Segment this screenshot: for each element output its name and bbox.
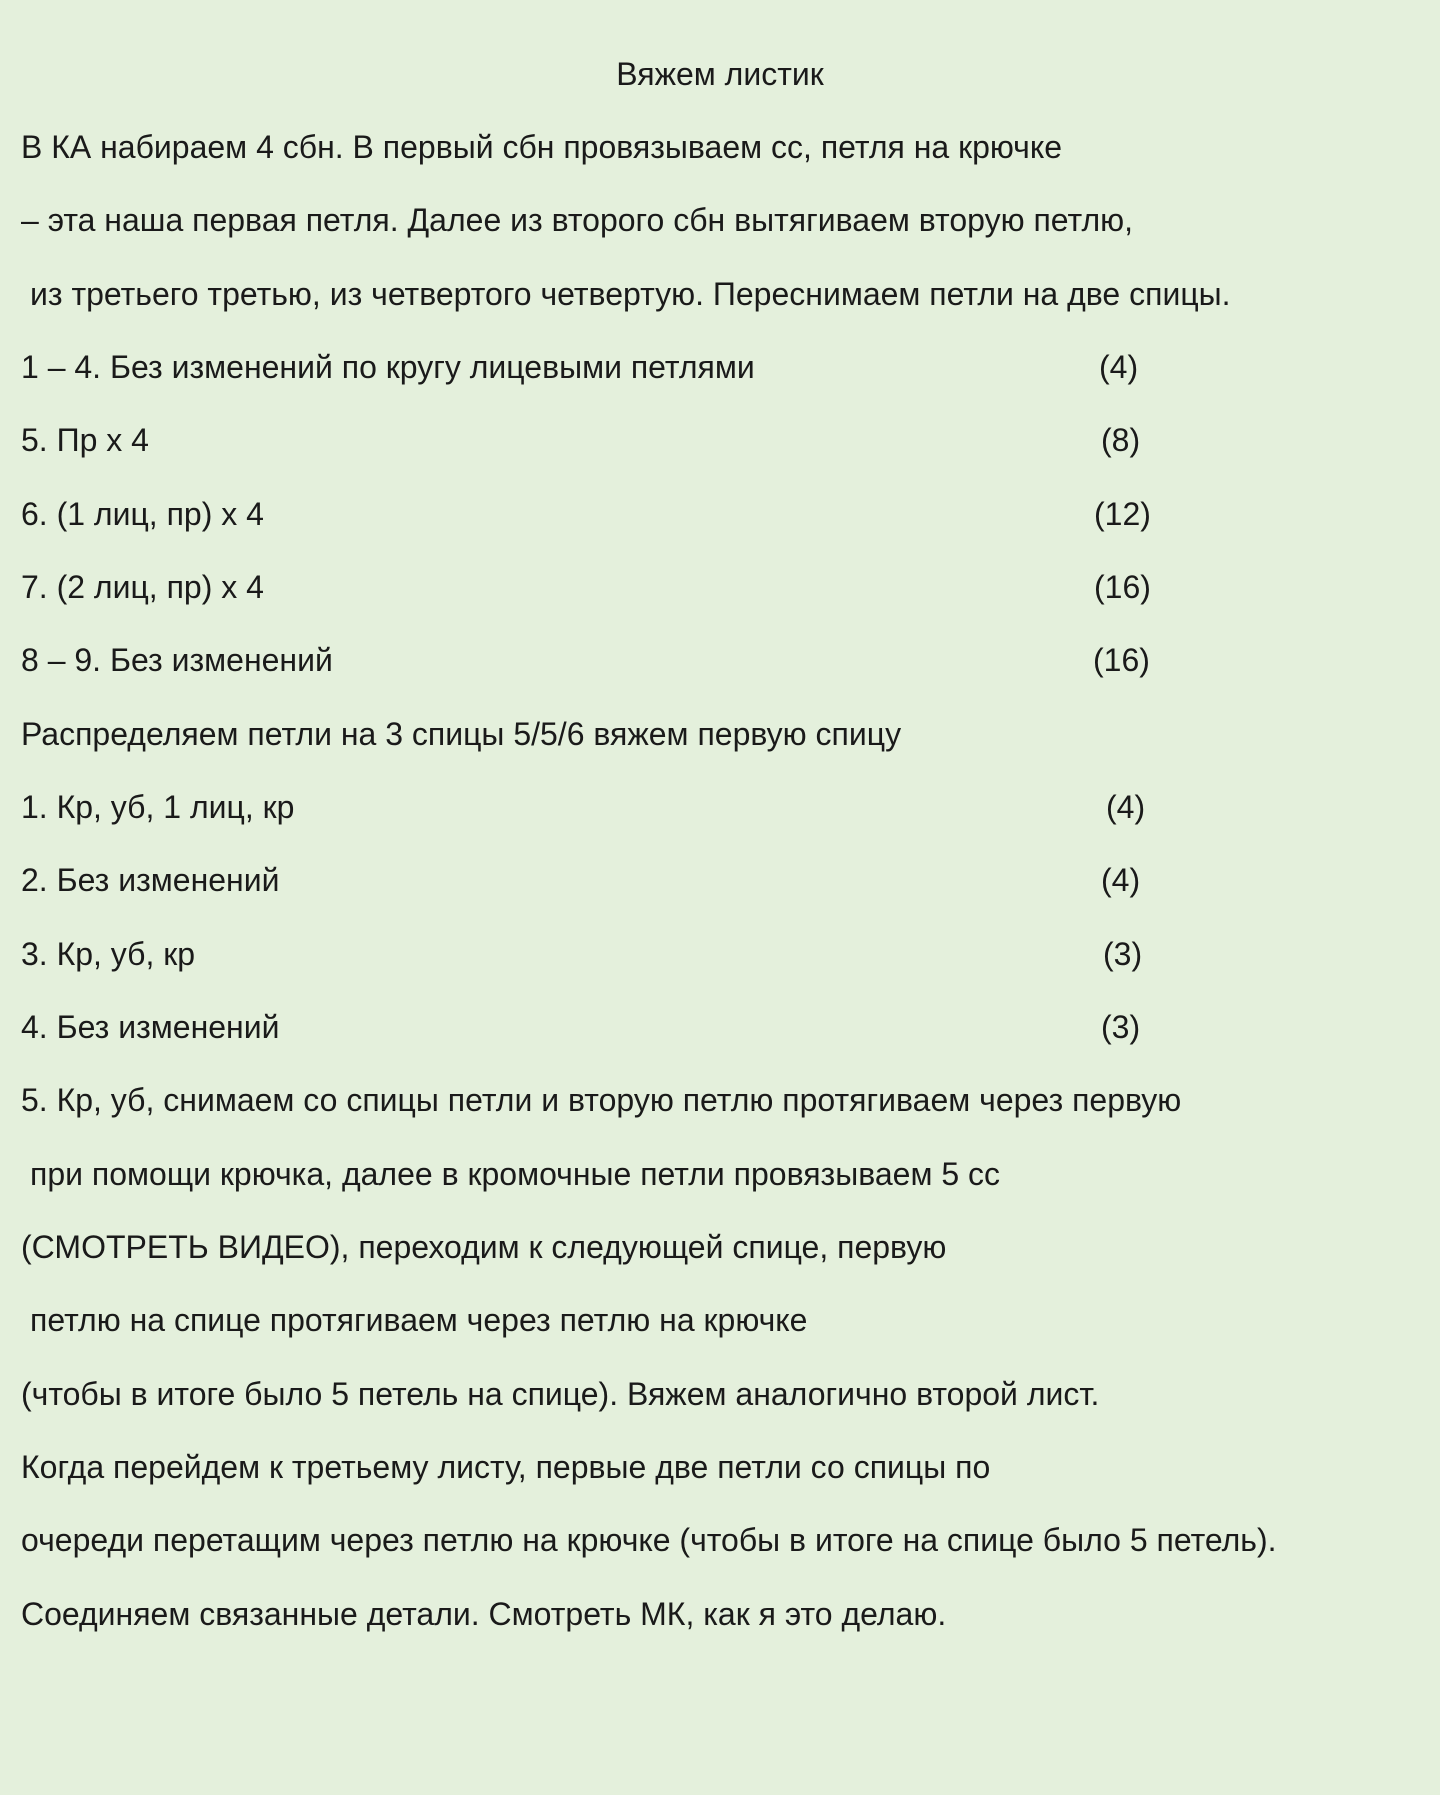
row-count: (12): [1094, 496, 1151, 532]
row-count: (4): [1106, 789, 1146, 825]
distribute-line: Распределяем петли на 3 спицы 5/5/6 вяжем первую спицу: [21, 716, 902, 752]
row5-line-4: петлю на спице протягиваем через петлю на крючке: [30, 1302, 808, 1338]
row5-line-5: (чтобы в итоге было 5 петель на спице). Вяжем аналогично второй лист.: [21, 1376, 1100, 1412]
row-count: (4): [1099, 349, 1139, 385]
outro-line-3: Соединяем связанные детали. Смотреть МК, как я это делаю.: [21, 1596, 947, 1632]
outro-line-2: очереди перетащим через петлю на крючке (чтобы в итоге на спице было 5 петель).: [21, 1522, 1277, 1558]
row-count: (4): [1101, 862, 1141, 898]
row-text: 2. Без изменений: [21, 862, 280, 898]
document-title: Вяжем листик: [616, 56, 824, 92]
intro-line-1: В КА набираем 4 сбн. В первый сбн провязываем сс, петля на крючке: [21, 129, 1062, 165]
row5-line-1: 5. Кр, уб, снимаем со спицы петли и вторую петлю протягиваем через первую: [21, 1082, 1182, 1118]
intro-line-3: из третьего третью, из четвертого четвертую. Переснимаем петли на две спицы.: [30, 276, 1231, 312]
row-text: 1. Кр, уб, 1 лиц, кр: [21, 789, 295, 825]
row5-line-2: при помощи крючка, далее в кромочные петли провязываем 5 сс: [30, 1156, 1001, 1192]
row-count: (3): [1101, 1009, 1141, 1045]
row-text: 1 – 4. Без изменений по кругу лицевыми петлями: [21, 349, 755, 385]
row-text: 7. (2 лиц, пр) х 4: [21, 569, 264, 605]
outro-line-1: Когда перейдем к третьему листу, первые две петли со спицы по: [21, 1449, 991, 1485]
row-text: 3. Кр, уб, кр: [21, 936, 196, 972]
row-text: 4. Без изменений: [21, 1009, 280, 1045]
row-text: 6. (1 лиц, пр) х 4: [21, 496, 264, 532]
intro-line-2: – эта наша первая петля. Далее из второго сбн вытягиваем вторую петлю,: [21, 202, 1134, 238]
row-count: (16): [1093, 642, 1150, 678]
row-count: (8): [1101, 422, 1141, 458]
row-count: (16): [1094, 569, 1151, 605]
row5-line-3: (СМОТРЕТЬ ВИДЕО), переходим к следующей спице, первую: [21, 1229, 947, 1265]
row-text: 8 – 9. Без изменений: [21, 642, 333, 678]
row-count: (3): [1103, 936, 1143, 972]
row-text: 5. Пр х 4: [21, 422, 149, 458]
